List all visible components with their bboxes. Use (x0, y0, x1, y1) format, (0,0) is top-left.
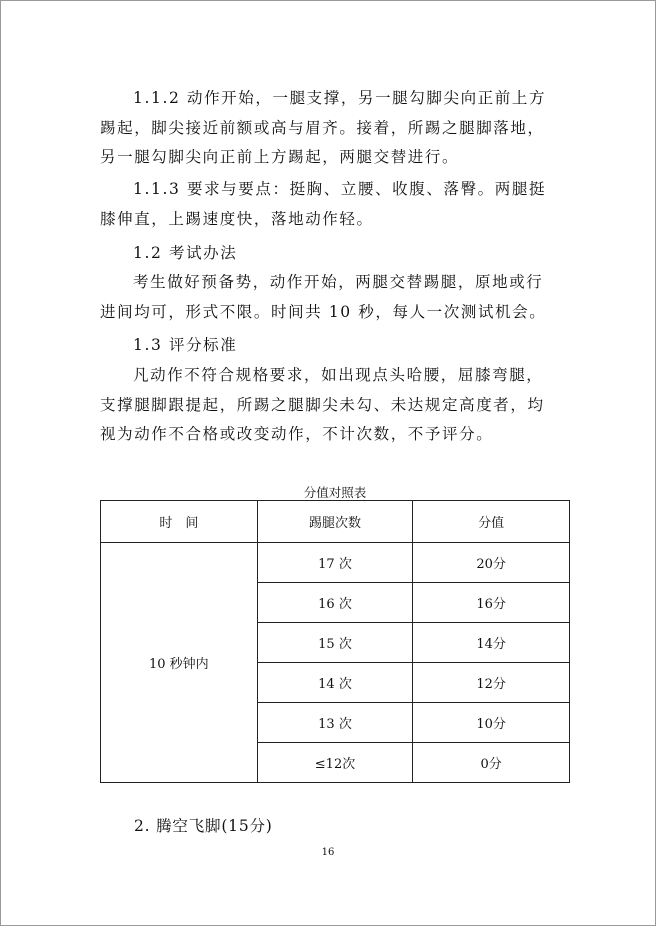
section-2-heading: 2. 腾空飞脚(15分) (134, 817, 273, 835)
paragraph-1-1-3 (100, 175, 570, 234)
score-cell: 0分 (413, 743, 570, 783)
heading-1-3 (100, 331, 570, 361)
kick-count-cell: 16 次 (257, 583, 413, 623)
text-line: 踢起，脚尖接近前额或高与眉齐。接着，所踢之腿脚落地， (100, 118, 545, 137)
section-heading: 1.2 考试办法 (133, 244, 238, 262)
table-caption: 分值对照表 (303, 485, 367, 500)
header-time: 时 间 (101, 501, 258, 543)
paragraph-1-1-2 (100, 84, 570, 173)
kick-count-cell: 15 次 (257, 623, 413, 663)
text-line: 1.1.2 动作开始，一腿支撑，另一腿勾脚尖向正前上方 (133, 89, 547, 107)
heading-1-2 (100, 239, 570, 269)
table-row (101, 543, 570, 583)
score-cell: 10分 (413, 703, 570, 743)
score-cell: 12分 (413, 663, 570, 703)
section-heading: 1.3 评分标准 (133, 336, 238, 354)
kick-count-cell: 14 次 (257, 663, 413, 703)
header-score: 分值 (413, 501, 570, 543)
score-cell: 14分 (413, 623, 570, 663)
text-line: 凡动作不符合规格要求，如出现点头哈腰，屈膝弯腿， (133, 366, 544, 384)
paragraph-scoring (100, 361, 570, 450)
score-cell: 16分 (413, 583, 570, 623)
score-table (100, 500, 570, 783)
kick-count-cell: 17 次 (257, 543, 413, 583)
text-line: 支撑腿脚跟提起，所踢之腿脚尖未勾、未达规定高度者，均 (100, 395, 545, 414)
text-line: 考生做好预备势，动作开始，两腿交替踢腿，原地或行 (133, 273, 544, 291)
paragraph-exam-method (100, 268, 570, 327)
score-cell: 20分 (413, 543, 570, 583)
text-line: 膝伸直，上踢速度快，落地动作轻。 (100, 209, 374, 228)
time-cell: 10 秒钟内 (101, 543, 258, 783)
header-kick-count: 踢腿次数 (257, 501, 413, 543)
text-line: 1.1.3 要求与要点：挺胸、立腰、收腹、落臀。两腿挺 (133, 180, 547, 198)
kick-count-cell: ≤12次 (257, 743, 413, 783)
text-line: 视为动作不合格或改变动作，不计次数，不予评分。 (100, 425, 494, 443)
text-line: 另一腿勾脚尖向正前上方踢起，两腿交替进行。 (100, 148, 460, 166)
kick-count-cell: 13 次 (257, 703, 413, 743)
page-number: 16 (321, 847, 335, 858)
table-header-row (101, 501, 570, 543)
text-line: 进间均可，形式不限。时间共 10 秒，每人一次测试机会。 (100, 302, 547, 321)
